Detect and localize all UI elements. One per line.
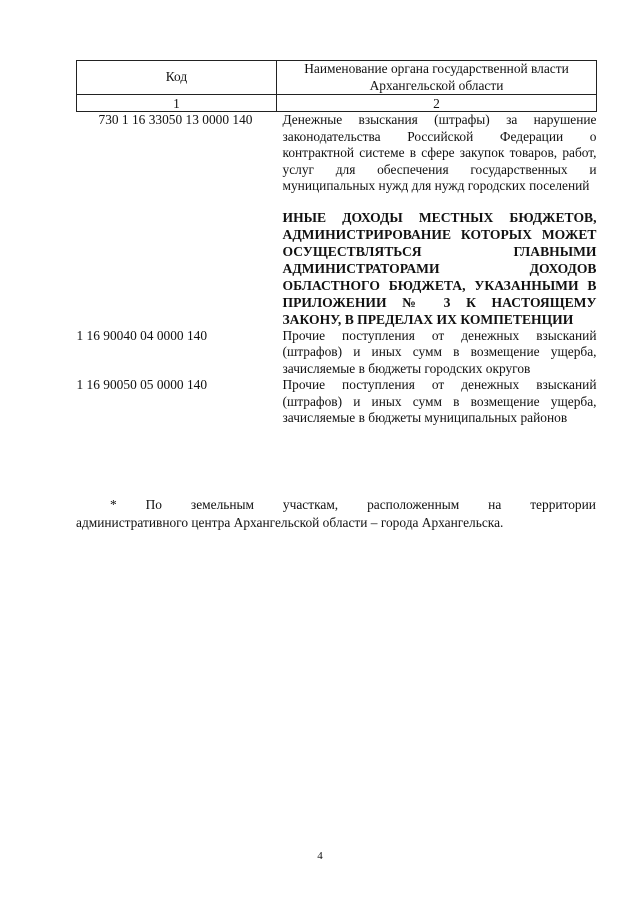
revenue-code: 1 16 90050 05 0000 140 bbox=[76, 377, 208, 392]
revenue-name: Денежные взыскания (штрафы) за нарушение законодательства Российской Федерации о контрактной системе в сфере закупок товаров, работ, услуг для обеспечения государственных и муниципальных нужд для нужд городских поселений bbox=[282, 112, 597, 193]
header-code: Код bbox=[77, 61, 277, 95]
footnote-marker: * bbox=[110, 497, 117, 512]
footnote-line-2: административного центра Архангельской области – города Архангельска. bbox=[76, 515, 504, 530]
revenue-code: 1 16 90040 04 0000 140 bbox=[76, 327, 208, 343]
header-column-number-1: 1 bbox=[77, 95, 277, 112]
table-row bbox=[77, 112, 597, 195]
table-row bbox=[77, 377, 597, 427]
revenue-code: 730 1 16 33050 13 0000 140 bbox=[98, 112, 253, 127]
revenue-codes-table bbox=[76, 60, 597, 427]
footnote-word: на bbox=[488, 497, 502, 512]
table-row bbox=[77, 328, 597, 378]
revenue-name: Прочие поступления от денежных взысканий (штрафов) и иных сумм в возмещение ущерба, зачисляемые в бюджеты муниципальных районов bbox=[282, 377, 597, 425]
header-column-number-2: 2 bbox=[277, 95, 597, 112]
revenue-name: Прочие поступления от денежных взысканий (штрафов) и иных сумм в возмещение ущерба, зачисляемые в бюджеты городских округов bbox=[282, 327, 597, 376]
empty-code-cell bbox=[77, 195, 277, 328]
footnote bbox=[76, 496, 596, 532]
footnote-line-1 bbox=[76, 496, 596, 514]
footnote-word: территории bbox=[530, 497, 596, 512]
section-heading-row bbox=[77, 195, 597, 328]
footnote-word: расположенным bbox=[367, 497, 460, 512]
page-number: 4 bbox=[317, 850, 323, 862]
footnote-word: По bbox=[145, 497, 162, 512]
footnote-word: земельным bbox=[190, 497, 254, 512]
section-heading: ИНЫЕ ДОХОДЫ МЕСТНЫХ БЮДЖЕТОВ, АДМИНИСТРИРОВАНИЕ КОТОРЫХ МОЖЕТ ОСУЩЕСТВЛЯТЬСЯ ГЛАВНЫМИ АДМИНИСТРАТОРАМИ ДОХОДОВ ОБЛАСТНОГО БЮДЖЕТА, УКАЗАННЫМИ В ПРИЛОЖЕНИИ № 3 К НАСТОЯЩЕМУ ЗАКОНУ, В ПРЕДЕЛАХ ИХ КОМПЕТЕНЦИИ bbox=[282, 209, 597, 327]
footnote-word: участкам, bbox=[282, 497, 339, 512]
header-authority-name: Наименование органа государственной власти Архангельской области bbox=[277, 61, 597, 95]
